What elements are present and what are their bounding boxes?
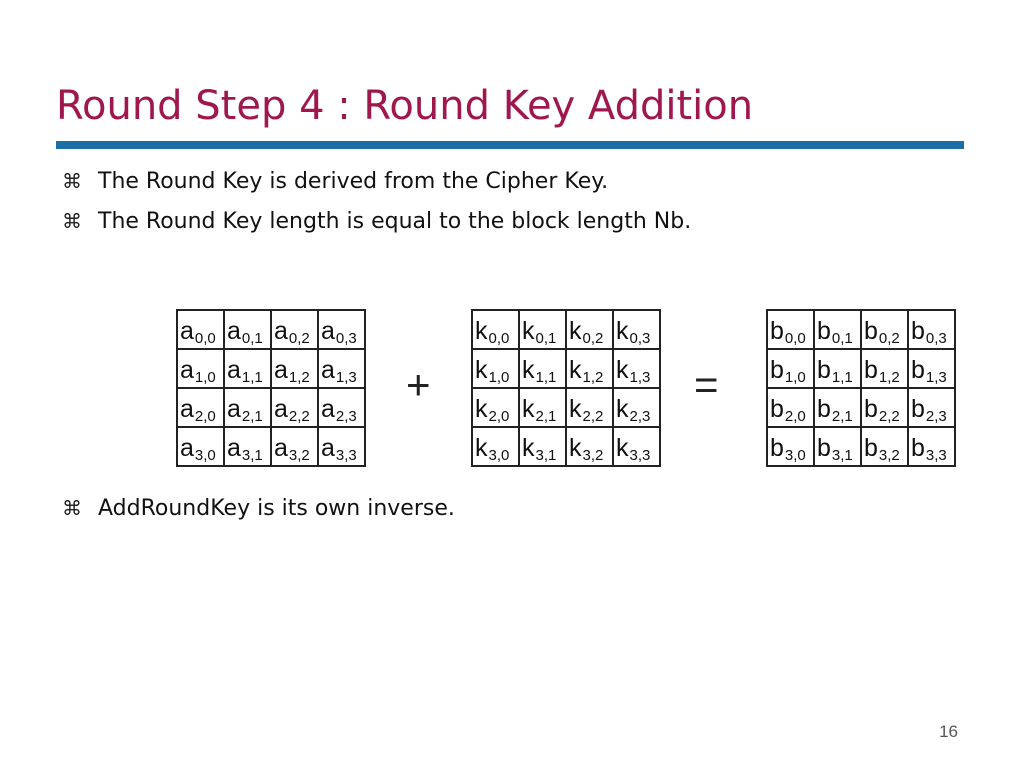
cell-letter: a: [321, 317, 335, 345]
cell-index: 2,0: [784, 408, 806, 425]
cell-index: 2,2: [288, 408, 310, 425]
cell-index: 3,0: [488, 447, 510, 464]
cell-letter: b: [911, 317, 925, 345]
cell-letter: b: [817, 356, 831, 384]
cell-index: 1,0: [784, 369, 806, 386]
matrix-cell: [815, 389, 862, 428]
bullet-text: The Round Key length is equal to the block length Nb.: [98, 208, 692, 234]
matrix-cell: [909, 311, 956, 350]
cell-index: 3,0: [194, 447, 216, 464]
cell-letter: k: [522, 317, 535, 345]
matrix-cell: [567, 428, 614, 467]
matrix-cell: [272, 389, 319, 428]
cell-letter: b: [817, 395, 831, 423]
matrix-cell: [614, 389, 661, 428]
cell-letter: b: [864, 317, 878, 345]
cell-index: 0,0: [194, 330, 216, 347]
bullet-text: The Round Key is derived from the Cipher Key.: [98, 168, 609, 194]
cell-letter: a: [180, 356, 194, 384]
cell-index: 0,0: [488, 330, 510, 347]
matrix-cell: [473, 389, 520, 428]
cell-index: 0,1: [241, 330, 263, 347]
cell-letter: k: [569, 395, 582, 423]
matrix-cell: [178, 389, 225, 428]
cell-letter: a: [180, 395, 194, 423]
command-bullet-icon: ⌘: [62, 169, 82, 193]
cell-index: 1,0: [194, 369, 216, 386]
state-matrix-a: [176, 309, 366, 467]
matrix-cell: [862, 389, 909, 428]
cell-index: 2,1: [241, 408, 263, 425]
title-divider: [56, 141, 964, 149]
matrix-cell: [319, 311, 366, 350]
cell-index: 3,3: [925, 447, 947, 464]
cell-index: 0,2: [288, 330, 310, 347]
page-number: 16: [939, 722, 958, 741]
matrix-cell: [225, 350, 272, 389]
equals-operator: =: [694, 361, 719, 408]
cell-letter: b: [911, 434, 925, 462]
matrix-cell: [520, 311, 567, 350]
cell-index: 0,0: [784, 330, 806, 347]
cell-letter: k: [569, 434, 582, 462]
cell-letter: k: [475, 317, 488, 345]
cell-index: 2,3: [925, 408, 947, 425]
matrix-cell: [815, 350, 862, 389]
cell-index: 0,3: [335, 330, 357, 347]
cell-letter: k: [616, 356, 629, 384]
cell-index: 1,3: [335, 369, 357, 386]
cell-index: 1,3: [629, 369, 651, 386]
cell-index: 3,2: [288, 447, 310, 464]
bullet-item: [62, 161, 691, 201]
cell-index: 2,2: [582, 408, 604, 425]
cell-index: 1,2: [582, 369, 604, 386]
cell-letter: b: [770, 434, 784, 462]
matrix-cell: [520, 428, 567, 467]
matrix-cell: [768, 389, 815, 428]
cell-letter: k: [616, 395, 629, 423]
cell-letter: b: [770, 356, 784, 384]
command-bullet-icon: ⌘: [62, 496, 82, 520]
cell-letter: a: [274, 395, 288, 423]
cell-index: 0,1: [831, 330, 853, 347]
cell-letter: k: [569, 317, 582, 345]
matrix-cell: [473, 428, 520, 467]
matrix-cell: [909, 428, 956, 467]
cell-letter: k: [616, 434, 629, 462]
cell-letter: b: [770, 317, 784, 345]
matrix-cell: [225, 389, 272, 428]
cell-index: 2,1: [535, 408, 557, 425]
cell-letter: b: [864, 356, 878, 384]
matrix-cell: [178, 428, 225, 467]
cell-index: 1,2: [288, 369, 310, 386]
command-bullet-icon: ⌘: [62, 209, 82, 233]
matrix-cell: [862, 311, 909, 350]
cell-letter: k: [522, 434, 535, 462]
cell-letter: k: [522, 356, 535, 384]
cell-index: 1,0: [488, 369, 510, 386]
cell-index: 0,3: [629, 330, 651, 347]
matrix-cell: [768, 350, 815, 389]
matrix-cell: [225, 428, 272, 467]
cell-index: 3,1: [241, 447, 263, 464]
cell-index: 3,2: [582, 447, 604, 464]
cell-letter: a: [321, 395, 335, 423]
cell-index: 3,0: [784, 447, 806, 464]
cell-letter: k: [475, 434, 488, 462]
matrix-cell: [614, 350, 661, 389]
cell-letter: a: [274, 356, 288, 384]
cell-index: 3,1: [831, 447, 853, 464]
matrix-cell: [815, 311, 862, 350]
cell-index: 1,1: [535, 369, 557, 386]
slide-title: Round Step 4 : Round Key Addition: [56, 83, 754, 129]
cell-index: 3,3: [335, 447, 357, 464]
matrix-cell: [614, 311, 661, 350]
cell-letter: k: [522, 395, 535, 423]
matrix-cell: [520, 389, 567, 428]
cell-index: 1,1: [831, 369, 853, 386]
round-key-matrix-k: [471, 309, 661, 467]
matrix-cell: [862, 428, 909, 467]
matrix-cell: [225, 311, 272, 350]
cell-index: 0,3: [925, 330, 947, 347]
matrix-cell: [272, 428, 319, 467]
matrix-cell: [520, 350, 567, 389]
cell-index: 2,3: [629, 408, 651, 425]
matrix-cell: [614, 428, 661, 467]
cell-index: 2,2: [878, 408, 900, 425]
bullet-item: [62, 488, 455, 528]
result-matrix-b: [766, 309, 956, 467]
matrix-cell: [909, 350, 956, 389]
matrix-cell: [178, 350, 225, 389]
cell-index: 3,3: [629, 447, 651, 464]
cell-letter: a: [180, 434, 194, 462]
cell-letter: a: [227, 395, 241, 423]
matrix-cell: [768, 428, 815, 467]
cell-letter: k: [475, 395, 488, 423]
matrix-cell: [567, 389, 614, 428]
matrix-cell: [768, 311, 815, 350]
cell-letter: a: [227, 317, 241, 345]
cell-index: 0,2: [582, 330, 604, 347]
cell-letter: b: [770, 395, 784, 423]
cell-letter: b: [864, 395, 878, 423]
matrix-cell: [272, 311, 319, 350]
cell-index: 1,2: [878, 369, 900, 386]
bullet-item: [62, 201, 691, 241]
cell-letter: b: [817, 434, 831, 462]
matrix-cell: [815, 428, 862, 467]
cell-letter: k: [475, 356, 488, 384]
matrix-cell: [567, 350, 614, 389]
matrix-cell: [178, 311, 225, 350]
matrix-cell: [567, 311, 614, 350]
matrix-cell: [473, 350, 520, 389]
cell-index: 2,0: [194, 408, 216, 425]
matrix-cell: [319, 389, 366, 428]
cell-letter: b: [864, 434, 878, 462]
cell-index: 2,1: [831, 408, 853, 425]
cell-letter: k: [616, 317, 629, 345]
cell-letter: a: [321, 356, 335, 384]
matrix-cell: [909, 389, 956, 428]
cell-letter: a: [227, 434, 241, 462]
cell-index: 0,2: [878, 330, 900, 347]
cell-letter: b: [911, 395, 925, 423]
cell-index: 1,3: [925, 369, 947, 386]
matrix-cell: [473, 311, 520, 350]
matrix-cell: [862, 350, 909, 389]
cell-letter: a: [227, 356, 241, 384]
plus-operator: +: [406, 361, 431, 408]
cell-letter: b: [911, 356, 925, 384]
cell-letter: b: [817, 317, 831, 345]
cell-letter: a: [274, 317, 288, 345]
cell-letter: k: [569, 356, 582, 384]
cell-letter: a: [180, 317, 194, 345]
cell-index: 1,1: [241, 369, 263, 386]
cell-letter: a: [274, 434, 288, 462]
cell-index: 2,0: [488, 408, 510, 425]
matrix-cell: [319, 428, 366, 467]
cell-index: 0,1: [535, 330, 557, 347]
bullet-list-top: [62, 161, 691, 241]
cell-letter: a: [321, 434, 335, 462]
cell-index: 3,1: [535, 447, 557, 464]
cell-index: 3,2: [878, 447, 900, 464]
bullet-text: AddRoundKey is its own inverse.: [98, 495, 455, 521]
matrix-cell: [272, 350, 319, 389]
bullet-list-bottom: [62, 488, 455, 528]
cell-index: 2,3: [335, 408, 357, 425]
matrix-cell: [319, 350, 366, 389]
